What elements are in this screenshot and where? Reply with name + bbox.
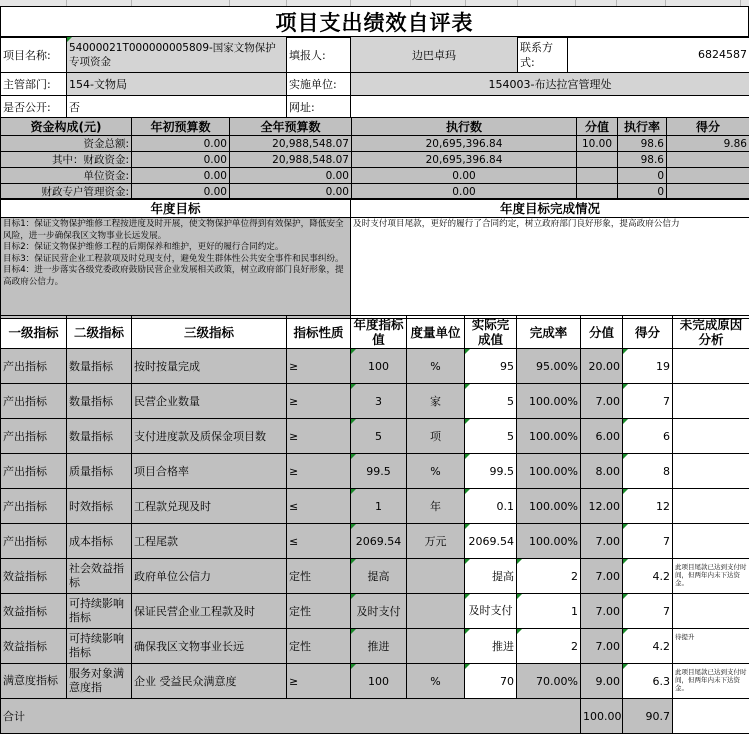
ind-l1[interactable]: 产出指标 xyxy=(1,384,67,419)
ind-actual[interactable]: 0.1 xyxy=(465,489,517,524)
filler-value[interactable]: 边巴卓玛 xyxy=(351,37,518,73)
ind-rate[interactable]: 100.00% xyxy=(517,524,581,559)
ind-l2[interactable]: 社会效益指标 xyxy=(67,559,132,594)
ind-actual[interactable]: 及时支付 xyxy=(465,594,517,629)
impl-label[interactable]: 实施单位: xyxy=(287,73,351,96)
ind-unit[interactable]: % xyxy=(407,664,465,699)
ind-header-rate[interactable]: 完成率 xyxy=(517,316,581,349)
public-label[interactable]: 是否公开: xyxy=(1,96,67,118)
ind-rate[interactable]: 1 xyxy=(517,594,581,629)
ind-target[interactable]: 1 xyxy=(351,489,407,524)
ind-score[interactable]: 19 xyxy=(623,349,673,384)
impl-value[interactable]: 154003-布达拉宫管理处 xyxy=(351,73,749,96)
ind-score-value[interactable]: 7.00 xyxy=(581,524,623,559)
ind-unit[interactable]: 年 xyxy=(407,489,465,524)
ind-score[interactable]: 6 xyxy=(623,419,673,454)
ind-header-l2[interactable]: 二级指标 xyxy=(67,316,132,349)
ind-l2[interactable]: 服务对象满意度指 xyxy=(67,664,132,699)
ind-score[interactable]: 7 xyxy=(623,384,673,419)
ind-rate[interactable]: 2 xyxy=(517,629,581,664)
fund-header-composition[interactable]: 资金构成(元) xyxy=(1,118,132,136)
indicator-row xyxy=(1,489,749,524)
indicator-row xyxy=(1,384,749,419)
ind-l2[interactable]: 成本指标 xyxy=(67,524,132,559)
annual-target-text[interactable]: 目标1：保证文物保护维修工程按进度及时开展，使文物保护单位得到有效保护，降低安全风险，进一步确保我区文物事业长远发展。 目标2：保证文物保护维修工程的后期保养和维护，更好的履行合同约定。 目标3：保证民营企业工程款项及时兑现支付，避免发生群体性公共安全事件和民事纠纷。 目标4：进一步落实各级党委政府鼓励民营企业发展相关政策，树立政府部门良好形象，提高政府公信力。 xyxy=(1,218,351,319)
ind-l1[interactable]: 产出指标 xyxy=(1,524,67,559)
fund-row-fiscal xyxy=(1,152,749,168)
fund-label[interactable]: 单位资金: xyxy=(1,168,132,184)
ind-header-reason[interactable]: 未完成原因分析 xyxy=(673,316,749,349)
ind-reason[interactable]: 此项目尾款已达到支付时间，但两年内未下达资金。 xyxy=(673,559,749,594)
ind-header-score[interactable]: 得分 xyxy=(623,316,673,349)
fund-rate[interactable]: 0 xyxy=(618,168,667,184)
goals-table xyxy=(0,198,749,319)
ind-l1[interactable]: 产出指标 xyxy=(1,349,67,384)
ind-nature[interactable]: ≥ xyxy=(287,349,351,384)
ind-target[interactable]: 及时支付 xyxy=(351,594,407,629)
ind-actual[interactable]: 99.5 xyxy=(465,454,517,489)
ind-header-unit[interactable]: 度量单位 xyxy=(407,316,465,349)
ind-score-value[interactable]: 7.00 xyxy=(581,559,623,594)
ind-actual[interactable]: 5 xyxy=(465,384,517,419)
ind-l2[interactable]: 质量指标 xyxy=(67,454,132,489)
fund-score-value[interactable] xyxy=(577,168,618,184)
ind-target[interactable]: 提高 xyxy=(351,559,407,594)
ind-l2[interactable]: 数量指标 xyxy=(67,419,132,454)
ind-header-nature[interactable]: 指标性质 xyxy=(287,316,351,349)
filler-label[interactable]: 填报人: xyxy=(287,37,351,73)
ind-header-l1[interactable]: 一级指标 xyxy=(1,316,67,349)
indicator-row xyxy=(1,524,749,559)
ind-rate[interactable]: 100.00% xyxy=(517,489,581,524)
ind-score-value[interactable]: 7.00 xyxy=(581,384,623,419)
total-label[interactable]: 合计 xyxy=(1,699,581,734)
fund-header-score[interactable]: 得分 xyxy=(667,118,749,136)
fund-annual[interactable]: 0.00 xyxy=(230,168,352,184)
fund-label[interactable]: 其中：财政资金: xyxy=(1,152,132,168)
fund-executed[interactable]: 0.00 xyxy=(352,184,577,200)
ind-reason[interactable] xyxy=(673,384,749,419)
ind-reason[interactable]: 此项目尾款已达到支付时间，但两年内未下达资金。 xyxy=(673,664,749,699)
ind-l2[interactable]: 可持续影响指标 xyxy=(67,594,132,629)
ind-reason[interactable] xyxy=(673,594,749,629)
target-completion-text[interactable]: 及时支付项目尾款，更好的履行了合同约定，树立政府部门良好形象，提高政府公信力 xyxy=(351,218,749,319)
indicator-row xyxy=(1,419,749,454)
annual-target-header[interactable]: 年度目标 xyxy=(1,199,351,218)
ind-unit[interactable]: 万元 xyxy=(407,524,465,559)
ind-target[interactable]: 推进 xyxy=(351,629,407,664)
ind-l1[interactable]: 产出指标 xyxy=(1,489,67,524)
indicator-row xyxy=(1,349,749,384)
indicator-row xyxy=(1,559,749,594)
total-row xyxy=(1,699,749,734)
ind-reason[interactable] xyxy=(673,419,749,454)
fund-label[interactable]: 资金总额: xyxy=(1,136,132,152)
public-value[interactable]: 否 xyxy=(67,96,287,118)
url-label[interactable]: 网址: xyxy=(287,96,351,118)
ind-l1[interactable]: 产出指标 xyxy=(1,454,67,489)
ind-score-value[interactable]: 9.00 xyxy=(581,664,623,699)
ind-l1[interactable]: 效益指标 xyxy=(1,559,67,594)
contact-label[interactable]: 联系方式: xyxy=(518,37,568,73)
fund-table xyxy=(0,117,749,200)
ind-score-value[interactable]: 6.00 xyxy=(581,419,623,454)
ind-nature[interactable]: 定性 xyxy=(287,629,351,664)
ind-l3[interactable]: 确保我区文物事业长远 xyxy=(132,629,287,664)
fund-rate[interactable]: 98.6 xyxy=(618,136,667,152)
ind-rate[interactable]: 70.00% xyxy=(517,664,581,699)
ind-nature[interactable]: 定性 xyxy=(287,594,351,629)
fund-score[interactable] xyxy=(667,168,749,184)
ind-rate[interactable]: 100.00% xyxy=(517,419,581,454)
ind-target[interactable]: 5 xyxy=(351,419,407,454)
ind-unit[interactable] xyxy=(407,559,465,594)
url-value[interactable] xyxy=(351,96,749,118)
fund-initial[interactable]: 0.00 xyxy=(132,184,230,200)
ind-l3[interactable]: 工程尾款 xyxy=(132,524,287,559)
ind-l2[interactable]: 数量指标 xyxy=(67,349,132,384)
ind-actual[interactable]: 5 xyxy=(465,419,517,454)
total-score-value[interactable]: 100.00 xyxy=(581,699,623,734)
ind-actual[interactable]: 70 xyxy=(465,664,517,699)
ind-l1[interactable]: 产出指标 xyxy=(1,419,67,454)
fund-header-executed[interactable]: 执行数 xyxy=(352,118,577,136)
ind-unit[interactable] xyxy=(407,629,465,664)
contact-value[interactable]: 6824587 xyxy=(568,37,749,73)
ind-nature[interactable]: ≤ xyxy=(287,489,351,524)
ind-header-score-value[interactable]: 分值 xyxy=(581,316,623,349)
ind-score-value[interactable]: 20.00 xyxy=(581,349,623,384)
ind-l3[interactable]: 按时按量完成 xyxy=(132,349,287,384)
ind-l3[interactable]: 民营企业数量 xyxy=(132,384,287,419)
fund-header-rate[interactable]: 执行率 xyxy=(618,118,667,136)
indicator-table xyxy=(0,315,749,734)
fund-score-value[interactable] xyxy=(577,152,618,168)
ind-score[interactable]: 4.2 xyxy=(623,629,673,664)
ind-nature[interactable]: 定性 xyxy=(287,559,351,594)
ind-l2[interactable]: 时效指标 xyxy=(67,489,132,524)
ind-header-actual[interactable]: 实际完成值 xyxy=(465,316,517,349)
fund-score[interactable]: 9.86 xyxy=(667,136,749,152)
ind-score-value[interactable]: 8.00 xyxy=(581,454,623,489)
ind-l3[interactable]: 保证民营企业工程款及时 xyxy=(132,594,287,629)
ind-unit[interactable]: % xyxy=(407,349,465,384)
fund-annual[interactable]: 0.00 xyxy=(230,184,352,200)
fund-header-annual[interactable]: 全年预算数 xyxy=(230,118,352,136)
ind-header-l3[interactable]: 三级指标 xyxy=(132,316,287,349)
ind-unit[interactable]: 家 xyxy=(407,384,465,419)
ind-l3[interactable]: 政府单位公信力 xyxy=(132,559,287,594)
ind-score-value[interactable]: 7.00 xyxy=(581,629,623,664)
info-table xyxy=(0,36,749,118)
fund-annual[interactable]: 20,988,548.07 xyxy=(230,136,352,152)
ind-header-target[interactable]: 年度指标值 xyxy=(351,316,407,349)
total-score[interactable]: 90.7 xyxy=(623,699,673,734)
ind-target[interactable]: 100 xyxy=(351,664,407,699)
fund-initial[interactable]: 0.00 xyxy=(132,168,230,184)
fund-header-score-value[interactable]: 分值 xyxy=(577,118,618,136)
ind-actual[interactable]: 95 xyxy=(465,349,517,384)
target-completion-header[interactable]: 年度目标完成情况 xyxy=(351,199,749,218)
ind-l3[interactable]: 企业 受益民众满意度 xyxy=(132,664,287,699)
ind-l3[interactable]: 工程款兑现及时 xyxy=(132,489,287,524)
project-name-label[interactable]: 项目名称: xyxy=(1,37,67,73)
ind-l3[interactable]: 支付进度款及质保金项目数 xyxy=(132,419,287,454)
fund-executed[interactable]: 0.00 xyxy=(352,168,577,184)
ind-score-value[interactable]: 7.00 xyxy=(581,594,623,629)
ind-score[interactable]: 7 xyxy=(623,594,673,629)
ind-nature[interactable]: ≥ xyxy=(287,454,351,489)
ind-rate[interactable]: 100.00% xyxy=(517,454,581,489)
indicator-row xyxy=(1,594,749,629)
ind-l1[interactable]: 效益指标 xyxy=(1,594,67,629)
fund-row-unit xyxy=(1,168,749,184)
ind-reason[interactable] xyxy=(673,524,749,559)
ind-nature[interactable]: ≥ xyxy=(287,419,351,454)
fund-rate[interactable]: 98.6 xyxy=(618,152,667,168)
fund-executed[interactable]: 20,695,396.84 xyxy=(352,136,577,152)
ind-score[interactable]: 6.3 xyxy=(623,664,673,699)
ind-score[interactable]: 4.2 xyxy=(623,559,673,594)
indicator-row xyxy=(1,664,749,699)
ind-actual[interactable]: 提高 xyxy=(465,559,517,594)
ind-l2[interactable]: 数量指标 xyxy=(67,384,132,419)
indicator-row xyxy=(1,629,749,664)
fund-label[interactable]: 财政专户管理资金: xyxy=(1,184,132,200)
ind-rate[interactable]: 100.00% xyxy=(517,384,581,419)
fund-score-value[interactable]: 10.00 xyxy=(577,136,618,152)
ind-rate[interactable]: 95.00% xyxy=(517,349,581,384)
ind-target[interactable]: 99.5 xyxy=(351,454,407,489)
ind-score[interactable]: 12 xyxy=(623,489,673,524)
ind-reason[interactable] xyxy=(673,489,749,524)
ind-target[interactable]: 2069.54 xyxy=(351,524,407,559)
ind-score-value[interactable]: 12.00 xyxy=(581,489,623,524)
ind-target[interactable]: 3 xyxy=(351,384,407,419)
ind-nature[interactable]: ≤ xyxy=(287,524,351,559)
ind-reason[interactable] xyxy=(673,454,749,489)
ind-unit[interactable] xyxy=(407,594,465,629)
ind-target[interactable]: 100 xyxy=(351,349,407,384)
dept-label[interactable]: 主管部门: xyxy=(1,73,67,96)
ind-actual[interactable]: 2069.54 xyxy=(465,524,517,559)
fund-initial[interactable]: 0.00 xyxy=(132,136,230,152)
fund-score[interactable] xyxy=(667,152,749,168)
fund-initial[interactable]: 0.00 xyxy=(132,152,230,168)
fund-annual[interactable]: 20,988,548.07 xyxy=(230,152,352,168)
total-reason[interactable] xyxy=(673,699,749,734)
ind-unit[interactable]: 项 xyxy=(407,419,465,454)
ind-reason[interactable]: 待提升 xyxy=(673,629,749,664)
indicator-row xyxy=(1,454,749,489)
dept-value[interactable]: 154-文物局 xyxy=(67,73,287,96)
ind-unit[interactable]: % xyxy=(407,454,465,489)
ind-l3[interactable]: 项目合格率 xyxy=(132,454,287,489)
ind-actual[interactable]: 推进 xyxy=(465,629,517,664)
title-table xyxy=(0,6,749,38)
ind-nature[interactable]: ≥ xyxy=(287,384,351,419)
fund-header-initial[interactable]: 年初预算数 xyxy=(132,118,230,136)
ind-score[interactable]: 8 xyxy=(623,454,673,489)
ind-reason[interactable] xyxy=(673,349,749,384)
fund-executed[interactable]: 20,695,396.84 xyxy=(352,152,577,168)
project-name-value[interactable]: 54000021T000000005809-国家文物保护专项资金 xyxy=(67,37,287,73)
ind-l2[interactable]: 可持续影响指标 xyxy=(67,629,132,664)
fund-row-total xyxy=(1,136,749,152)
ind-score[interactable]: 7 xyxy=(623,524,673,559)
ind-l1[interactable]: 满意度指标 xyxy=(1,664,67,699)
fund-rate[interactable]: 0 xyxy=(618,184,667,200)
ind-nature[interactable]: ≥ xyxy=(287,664,351,699)
ind-l1[interactable]: 效益指标 xyxy=(1,629,67,664)
ind-rate[interactable]: 2 xyxy=(517,559,581,594)
page-title[interactable]: 项目支出绩效自评表 xyxy=(1,7,749,38)
